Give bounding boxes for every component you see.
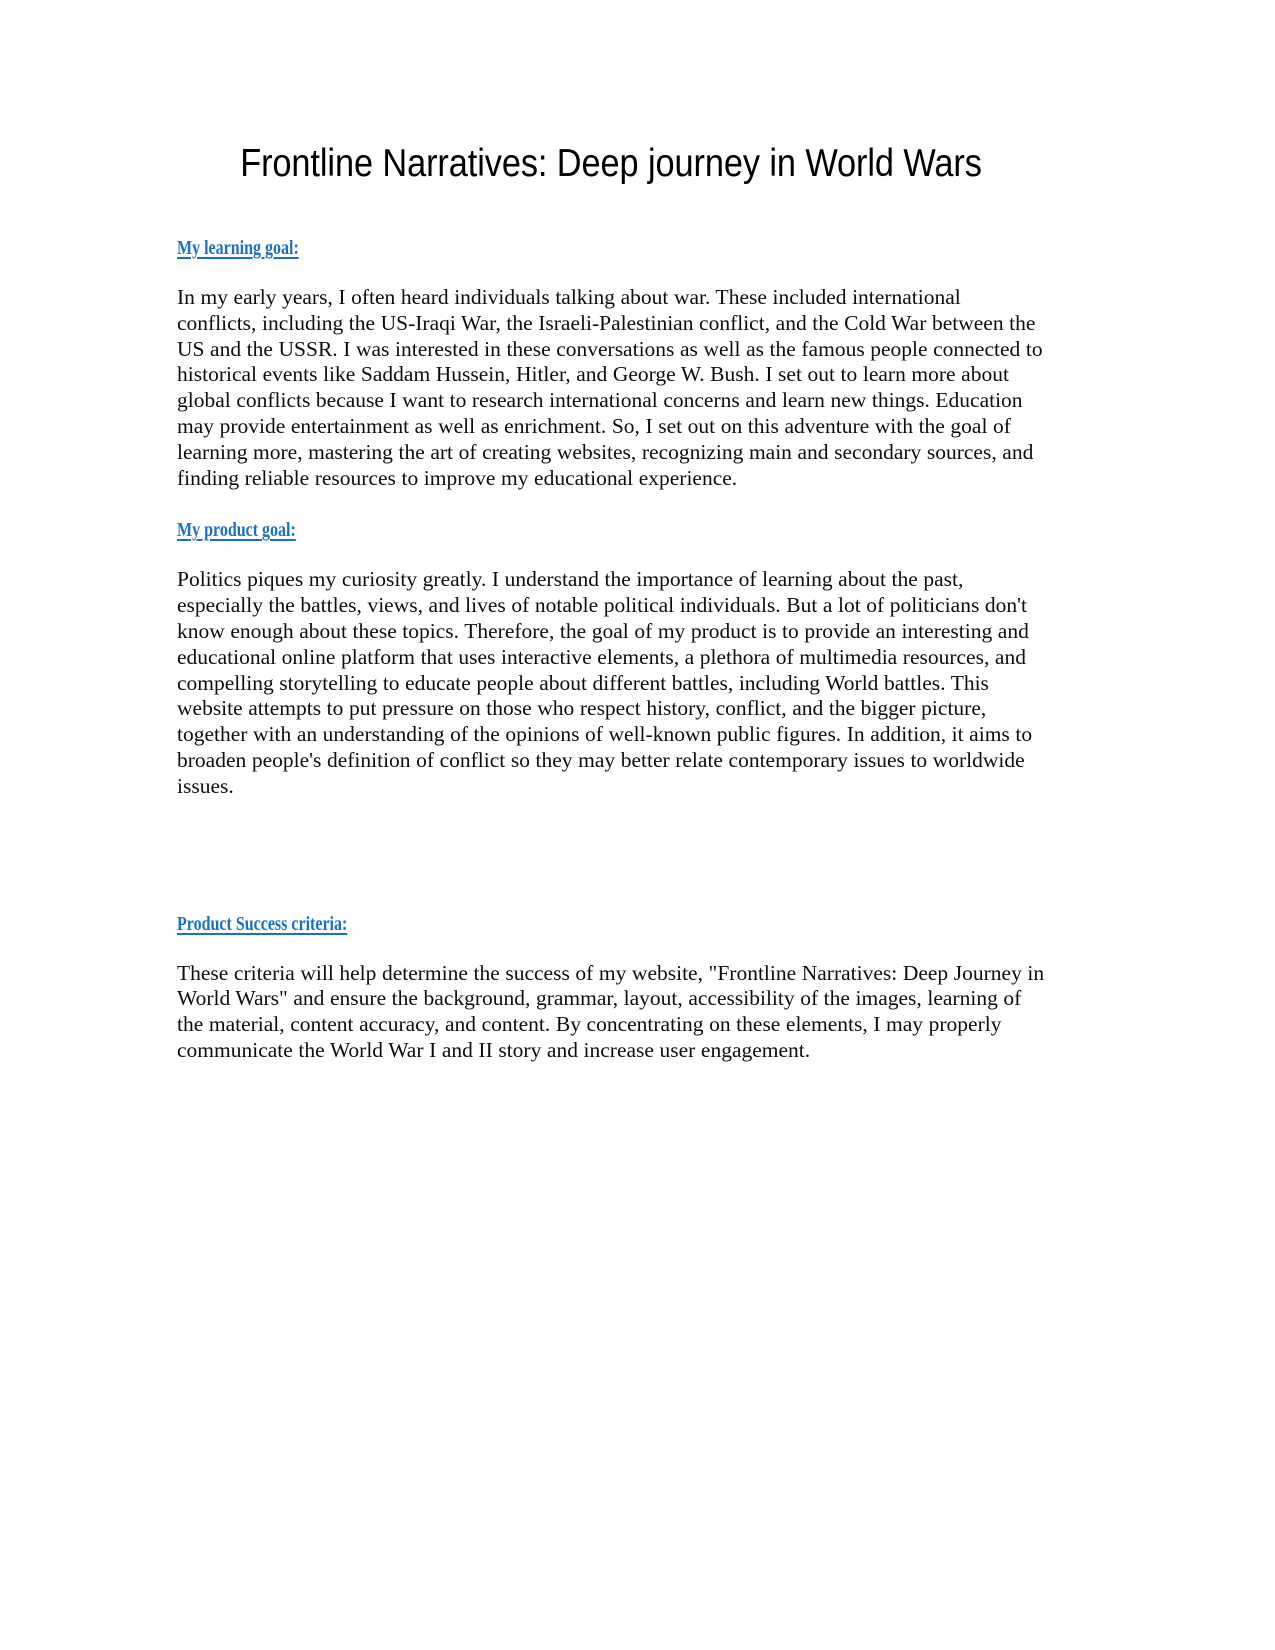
spacer-title [177,188,1045,236]
spacer-heading-1 [177,260,1045,285]
spacer-large-blank [177,800,1045,912]
spacer-paragraph-1 [177,491,1045,518]
paragraph-product-goal: Politics piques my curiosity greatly. I understand the importance of learning about the past, especially the battles, views, and lives of notable political individuals. But a lot of politicians don't know enough about these topics. Therefore, the goal of my product is to provide an interesting and educational online platform that uses interactive elements, a plethora of multimedia resources, and compelling storytelling to educate people about different battles, including World battles. This website attempts to put pressure on those who respect history, conflict, and the bigger picture, together with an understanding of the opinions of well-known public figures. In addition, it aims to broaden people's definition of conflict so they may better relate contemporary issues to worldwide issues. [177,567,1033,798]
section-heading-success-criteria-wrap [177,912,1045,936]
section-heading-success-criteria: Product Success criteria: [177,912,348,935]
section-heading-learning-goal: My learning goal: [177,237,299,259]
paragraph-learning-goal: In my early years, I often heard individuals talking about war. These included international conflicts, including the US-Iraqi War, the Israeli-Palestinian conflict, and the Cold War between the US and the USSR. I was interested in these conversations as well as the famous people connected to historical events like Saddam Hussein, Hitler, and George W. Bush. I set out to learn more about global conflicts because I want to research international concerns and learn new things. Education may provide entertainment as well as enrichment. So, I set out on this adventure with the goal of learning more, mastering the art of creating websites, recognizing main and secondary sources, and finding reliable resources to improve my educational experience. [177,285,1043,490]
spacer-heading-3 [177,936,1045,961]
section-heading-product-goal-wrap [177,518,1045,542]
spacer-heading-2 [177,542,1045,567]
document-body [177,0,1045,1064]
section-heading-product-goal: My product goal: [177,519,296,542]
paragraph-success-criteria: These criteria will help determine the success of my website, "Frontline Narratives: Deep Journey in World Wars" and ensure the background, grammar, layout, accessibility of the images, learning of the material, content accuracy, and content. By concentrating on these elements, I may properly communicate the World War I and II story and increase user engagement. [177,960,1045,1062]
section-heading-learning-goal-wrap [177,236,1045,260]
page-title: Frontline Narratives: Deep journey in World Wars [240,142,982,185]
